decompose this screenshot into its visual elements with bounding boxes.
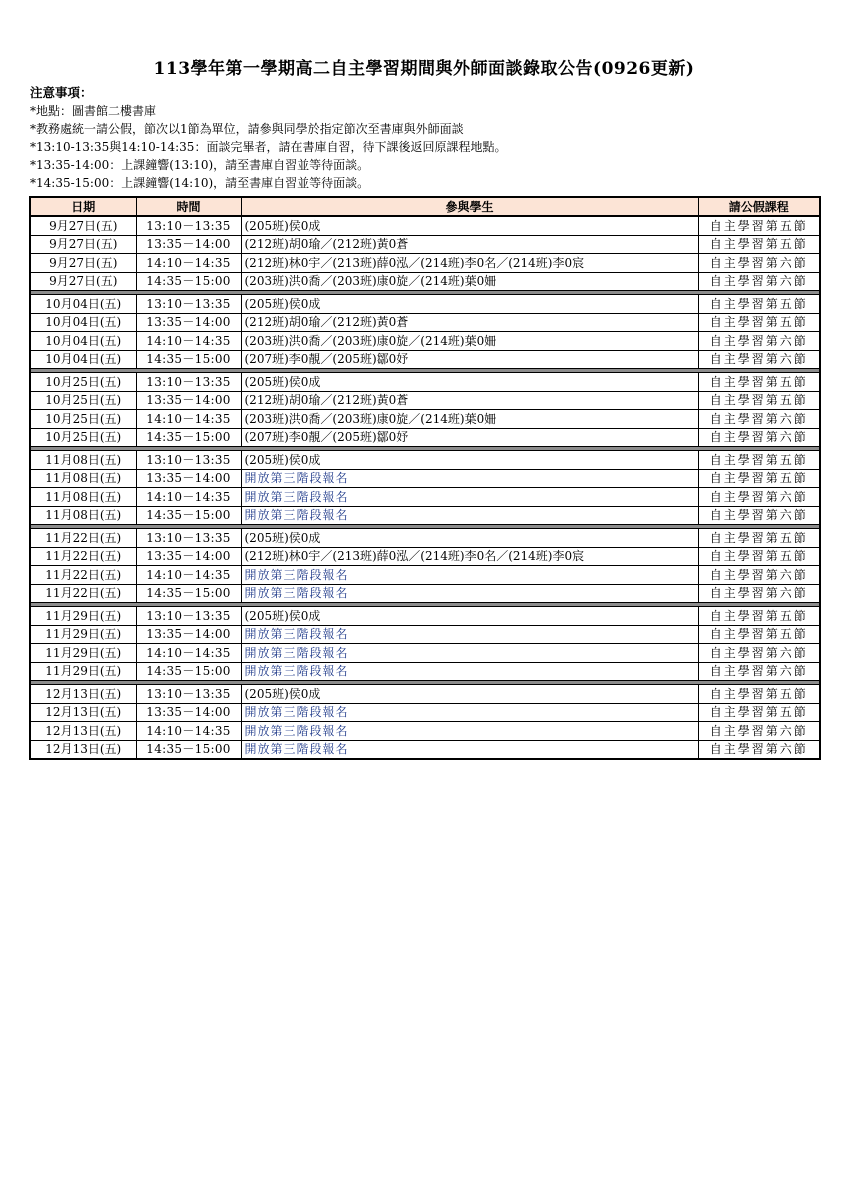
time-cell: 14:35－15:00 (136, 350, 241, 369)
students-cell: (212班)胡0瑜／(212班)黃0蒼 (241, 235, 698, 254)
date-cell: 12月13日(五) (30, 685, 136, 704)
table-row (30, 662, 820, 681)
leave-course-cell: 自主學習第五節 (698, 607, 820, 626)
leave-course-cell: 自主學習第五節 (698, 685, 820, 704)
open-registration-cell: 開放第三階段報名 (241, 722, 698, 741)
table-row (30, 566, 820, 585)
table-row (30, 469, 820, 488)
table-row (30, 685, 820, 704)
leave-course-cell: 自主學習第六節 (698, 644, 820, 663)
leave-course-cell: 自主學習第五節 (698, 547, 820, 566)
table-row (30, 216, 820, 235)
schedule-table (29, 196, 821, 760)
leave-course-cell: 自主學習第五節 (698, 625, 820, 644)
header-leave-course: 請公假課程 (698, 197, 820, 216)
time-cell: 14:35－15:00 (136, 740, 241, 759)
table-row (30, 740, 820, 759)
open-registration-cell: 開放第三階段報名 (241, 740, 698, 759)
time-cell: 14:35－15:00 (136, 584, 241, 603)
students-cell: (205班)侯0成 (241, 373, 698, 392)
table-row (30, 703, 820, 722)
leave-course-cell: 自主學習第五節 (698, 703, 820, 722)
date-cell: 10月25日(五) (30, 428, 136, 447)
time-cell: 13:35－14:00 (136, 625, 241, 644)
header-time: 時間 (136, 197, 241, 216)
date-cell: 11月08日(五) (30, 469, 136, 488)
open-registration-cell: 開放第三階段報名 (241, 703, 698, 722)
leave-course-cell: 自主學習第六節 (698, 350, 820, 369)
students-cell: (203班)洪0喬／(203班)康0旋／(214班)葉0姍 (241, 410, 698, 429)
table-row (30, 410, 820, 429)
leave-course-cell: 自主學習第五節 (698, 313, 820, 332)
time-cell: 14:35－15:00 (136, 662, 241, 681)
date-cell: 11月08日(五) (30, 488, 136, 507)
time-cell: 13:35－14:00 (136, 469, 241, 488)
notes-heading: 注意事項： (30, 85, 93, 100)
table-row (30, 547, 820, 566)
table-row (30, 332, 820, 351)
leave-course-cell: 自主學習第五節 (698, 295, 820, 314)
leave-course-cell: 自主學習第六節 (698, 332, 820, 351)
table-row (30, 391, 820, 410)
students-cell: (205班)侯0成 (241, 451, 698, 470)
students-cell: (212班)林0宇／(213班)薛0泓／(214班)李0名／(214班)李0宸 (241, 547, 698, 566)
table-row (30, 313, 820, 332)
date-cell: 10月04日(五) (30, 313, 136, 332)
time-cell: 14:10－14:35 (136, 722, 241, 741)
time-cell: 13:35－14:00 (136, 547, 241, 566)
note-location: *地點：圖書館二樓書庫 (30, 104, 157, 118)
time-cell: 14:10－14:35 (136, 254, 241, 273)
leave-course-cell: 自主學習第五節 (698, 529, 820, 548)
leave-course-cell: 自主學習第五節 (698, 451, 820, 470)
date-cell: 11月29日(五) (30, 662, 136, 681)
table-row (30, 488, 820, 507)
open-registration-cell: 開放第三階段報名 (241, 566, 698, 585)
table-row (30, 529, 820, 548)
date-cell: 12月13日(五) (30, 703, 136, 722)
date-cell: 9月27日(五) (30, 235, 136, 254)
time-cell: 13:10－13:35 (136, 373, 241, 392)
leave-course-cell: 自主學習第六節 (698, 662, 820, 681)
date-cell: 10月04日(五) (30, 350, 136, 369)
time-cell: 14:35－15:00 (136, 272, 241, 291)
open-registration-cell: 開放第三階段報名 (241, 584, 698, 603)
date-cell: 11月29日(五) (30, 644, 136, 663)
time-cell: 13:10－13:35 (136, 216, 241, 235)
time-cell: 13:35－14:00 (136, 235, 241, 254)
leave-course-cell: 自主學習第六節 (698, 506, 820, 525)
note-1435-slot: *14:35-15:00：上課鐘響(14:10)，請至書庫自習並等待面談。 (30, 176, 370, 190)
open-registration-cell: 開放第三階段報名 (241, 506, 698, 525)
time-cell: 14:35－15:00 (136, 506, 241, 525)
date-cell: 11月22日(五) (30, 529, 136, 548)
date-cell: 12月13日(五) (30, 722, 136, 741)
leave-course-cell: 自主學習第五節 (698, 235, 820, 254)
table-row (30, 254, 820, 273)
time-cell: 13:10－13:35 (136, 685, 241, 704)
leave-course-cell: 自主學習第六節 (698, 740, 820, 759)
header-date: 日期 (30, 197, 136, 216)
leave-course-cell: 自主學習第六節 (698, 584, 820, 603)
time-cell: 13:10－13:35 (136, 529, 241, 548)
time-cell: 14:35－15:00 (136, 428, 241, 447)
students-cell: (212班)林0宇／(213班)薛0泓／(214班)李0名／(214班)李0宸 (241, 254, 698, 273)
students-cell: (203班)洪0喬／(203班)康0旋／(214班)葉0姍 (241, 272, 698, 291)
leave-course-cell: 自主學習第六節 (698, 488, 820, 507)
time-cell: 13:35－14:00 (136, 703, 241, 722)
open-registration-cell: 開放第三階段報名 (241, 488, 698, 507)
table-row (30, 644, 820, 663)
leave-course-cell: 自主學習第六節 (698, 410, 820, 429)
schedule-body (30, 216, 820, 759)
date-cell: 11月29日(五) (30, 607, 136, 626)
time-cell: 14:10－14:35 (136, 566, 241, 585)
table-row (30, 451, 820, 470)
leave-course-cell: 自主學習第六節 (698, 428, 820, 447)
time-cell: 14:10－14:35 (136, 410, 241, 429)
table-row (30, 625, 820, 644)
time-cell: 13:10－13:35 (136, 451, 241, 470)
leave-course-cell: 自主學習第六節 (698, 566, 820, 585)
date-cell: 11月22日(五) (30, 584, 136, 603)
time-cell: 13:35－14:00 (136, 313, 241, 332)
note-1335-slot: *13:35-14:00：上課鐘響(13:10)，請至書庫自習並等待面談。 (30, 158, 370, 172)
date-cell: 10月25日(五) (30, 410, 136, 429)
date-cell: 11月08日(五) (30, 506, 136, 525)
table-row (30, 722, 820, 741)
date-cell: 12月13日(五) (30, 740, 136, 759)
students-cell: (205班)侯0成 (241, 529, 698, 548)
header-students: 參與學生 (241, 197, 698, 216)
table-row (30, 235, 820, 254)
students-cell: (207班)李0靚／(205班)鄒0妤 (241, 428, 698, 447)
time-cell: 13:10－13:35 (136, 607, 241, 626)
leave-course-cell: 自主學習第五節 (698, 469, 820, 488)
date-cell: 10月25日(五) (30, 373, 136, 392)
open-registration-cell: 開放第三階段報名 (241, 662, 698, 681)
students-cell: (212班)胡0瑜／(212班)黃0蒼 (241, 391, 698, 410)
leave-course-cell: 自主學習第六節 (698, 272, 820, 291)
open-registration-cell: 開放第三階段報名 (241, 469, 698, 488)
date-cell: 9月27日(五) (30, 254, 136, 273)
open-registration-cell: 開放第三階段報名 (241, 644, 698, 663)
table-row (30, 506, 820, 525)
leave-course-cell: 自主學習第六節 (698, 722, 820, 741)
table-row (30, 373, 820, 392)
table-row (30, 584, 820, 603)
open-registration-cell: 開放第三階段報名 (241, 625, 698, 644)
table-row (30, 272, 820, 291)
note-leave-policy: *教務處統一請公假，節次以1節為單位，請參與同學於指定節次至書庫與外師面談 (30, 122, 464, 136)
date-cell: 10月04日(五) (30, 295, 136, 314)
table-header-row (30, 197, 820, 216)
table-row (30, 350, 820, 369)
date-cell: 9月27日(五) (30, 216, 136, 235)
date-cell: 11月22日(五) (30, 566, 136, 585)
table-row (30, 295, 820, 314)
students-cell: (205班)侯0成 (241, 295, 698, 314)
date-cell: 11月08日(五) (30, 451, 136, 470)
students-cell: (205班)侯0成 (241, 216, 698, 235)
students-cell: (205班)侯0成 (241, 607, 698, 626)
table-row (30, 428, 820, 447)
time-cell: 14:10－14:35 (136, 332, 241, 351)
date-cell: 9月27日(五) (30, 272, 136, 291)
date-cell: 10月25日(五) (30, 391, 136, 410)
page-title: 113學年第一學期高二自主學習期間與外師面談錄取公告(0926更新) (153, 59, 695, 79)
leave-course-cell: 自主學習第五節 (698, 391, 820, 410)
leave-course-cell: 自主學習第五節 (698, 216, 820, 235)
leave-course-cell: 自主學習第六節 (698, 254, 820, 273)
date-cell: 10月04日(五) (30, 332, 136, 351)
time-cell: 13:35－14:00 (136, 391, 241, 410)
note-after-interview: *13:10-13:35與14:10-14:35：面談完畢者，請在書庫自習，待下課後返回原課程地點。 (30, 140, 507, 154)
notes-section (30, 84, 820, 192)
time-cell: 14:10－14:35 (136, 488, 241, 507)
students-cell: (207班)李0靚／(205班)鄒0妤 (241, 350, 698, 369)
time-cell: 14:10－14:35 (136, 644, 241, 663)
leave-course-cell: 自主學習第五節 (698, 373, 820, 392)
students-cell: (212班)胡0瑜／(212班)黃0蒼 (241, 313, 698, 332)
students-cell: (203班)洪0喬／(203班)康0旋／(214班)葉0姍 (241, 332, 698, 351)
date-cell: 11月29日(五) (30, 625, 136, 644)
students-cell: (205班)侯0成 (241, 685, 698, 704)
time-cell: 13:10－13:35 (136, 295, 241, 314)
table-row (30, 607, 820, 626)
date-cell: 11月22日(五) (30, 547, 136, 566)
